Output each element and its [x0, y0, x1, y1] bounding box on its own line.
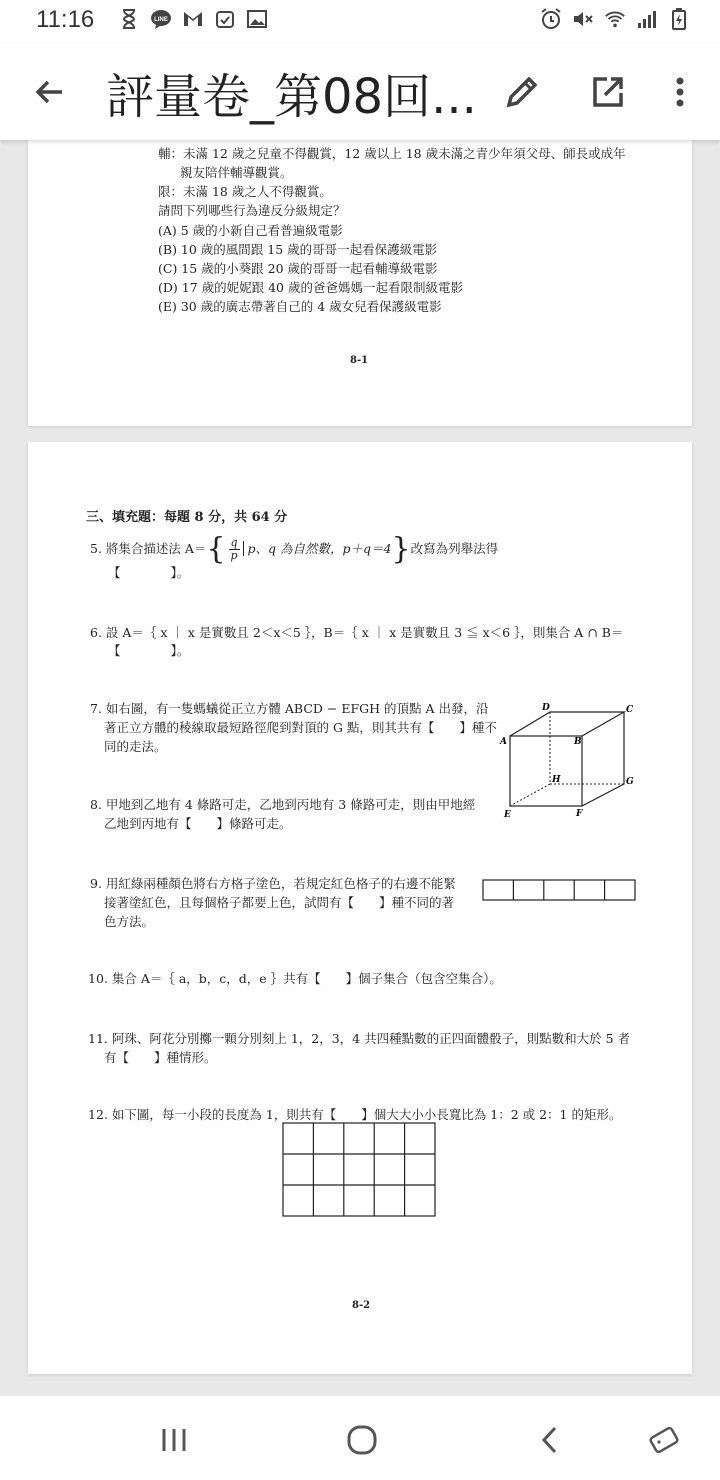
q5-suffix: 改寫為列舉法得 [410, 541, 499, 556]
vertex-g-label: G [626, 777, 634, 787]
question-8-line: 8. 甲地到乙地有 4 條路可走，乙地到丙地有 3 條路可走，則由甲地經 [90, 797, 476, 812]
more-options-button[interactable] [658, 68, 702, 116]
vertex-e-label: E [504, 810, 511, 820]
option-e: (E) 30 歲的廣志帶著自己的 4 歲女兒看保護級電影 [158, 299, 442, 314]
question-5 [90, 530, 498, 569]
notification-icons [118, 8, 268, 30]
question-12: 12. 如下圖，每一小段的長度為 1，則共有【 】個大大小小長寬比為 1：2 或 2：1 的矩形。 [88, 1107, 622, 1122]
vertex-c-label: C [626, 705, 634, 715]
wifi-icon [604, 8, 626, 30]
rating-rule-line: 親友陪伴輔導觀賞。 [180, 165, 293, 180]
nav-back-button[interactable] [526, 1416, 574, 1464]
rotate-button[interactable] [640, 1416, 688, 1464]
question-stem: 請問下列哪些行為違反分級規定？ [158, 203, 346, 218]
cube-diagram [498, 700, 648, 820]
signal-icon [636, 8, 658, 30]
document-page-2 [28, 442, 692, 1374]
question-11-line: 11. 阿珠、阿花分別擲一顆分別刻上 1，2，3，4 共四種點數的正四面體骰子，則點數和大於 5 者 [88, 1031, 631, 1046]
back-arrow-icon [34, 76, 66, 108]
document-title: 評量卷_第08回... [106, 69, 477, 125]
rotate-icon [646, 1422, 682, 1458]
alarm-icon [540, 8, 562, 30]
edit-button[interactable] [498, 68, 546, 116]
question-9-line: 9. 用紅綠兩種顏色將右方格子塗色，若規定紅色格子的右邊不能緊 [90, 876, 456, 891]
question-6: 6. 設 A＝｛ x ｜ x 是實數且 2＜x＜5 ｝，B＝｛ x ｜ x 是實數且 3 ≦ x＜6 ｝，則集合 A ∩ B＝ [90, 625, 624, 640]
fraction-numerator: q [230, 536, 238, 549]
recents-icon [159, 1427, 189, 1453]
system-nav-bar [0, 1396, 720, 1480]
q5-prefix: 5. 將集合描述法 A＝ [90, 541, 207, 556]
option-d: (D) 17 歲的妮妮跟 40 歲的爸爸媽媽一起看限制級電影 [158, 280, 463, 295]
status-time: 11:16 [36, 6, 95, 33]
battery-charging-icon [668, 8, 690, 30]
fraction [229, 537, 240, 562]
vertex-h-label: H [552, 775, 561, 785]
cube-back-edges [510, 712, 624, 806]
color-strip-diagram [482, 879, 638, 903]
vertex-b-label: B [574, 737, 582, 747]
status-bar [0, 0, 720, 44]
document-page-1 [28, 140, 692, 426]
option-a: (A) 5 歲的小新自己看普遍級電影 [158, 223, 343, 238]
question-7-line: 7. 如右圖，有一隻螞蟻從正立方體 ABCD − EFGH 的頂點 A 出發，沿 [90, 701, 489, 716]
question-10: 10. 集合 A＝｛ a，b，c，d，e ｝共有【 】個子集合（包含空集合）。 [88, 971, 502, 986]
vertex-a-label: A [500, 737, 507, 747]
gmail-icon [182, 8, 204, 30]
question-9-line: 接著塗紅色，且每個格子都要上色，試問有【 】種不同的著 [104, 895, 455, 910]
more-vert-icon [675, 76, 685, 108]
mute-icon [572, 8, 594, 30]
cube-front-face [510, 736, 582, 806]
line-app-icon [150, 8, 172, 30]
option-c: (C) 15 歲的小葵跟 20 歲的哥哥一起看輔導級電影 [158, 261, 438, 276]
system-status-icons [540, 8, 690, 30]
q6-answer-blank: 【 】。 [108, 643, 190, 658]
back-button[interactable] [26, 68, 74, 116]
question-9-line: 色方法。 [104, 914, 155, 929]
right-brace: } [391, 531, 411, 567]
option-b: (B) 10 歲的風間跟 15 歲的哥哥一起看保護級電影 [158, 242, 438, 257]
page-number: 8-2 [352, 1300, 371, 1311]
q5-condition: p、q 為自然數，p＋q＝4 [243, 541, 392, 556]
section-title: 三、填充題：每題 8 分，共 64 分 [86, 510, 288, 525]
recents-button[interactable] [150, 1416, 198, 1464]
open-in-app-button[interactable] [584, 68, 632, 116]
rating-rule-line: 輔：未滿 12 歲之兒童不得觀賞，12 歲以上 18 歲未滿之青少年須父母、師長或成年 [158, 146, 626, 161]
question-7-line: 同的走法。 [104, 739, 167, 754]
question-8-line: 乙地到丙地有【 】條路可走。 [104, 816, 292, 831]
hourglass-icon [118, 8, 140, 30]
vertex-d-label: D [542, 703, 550, 713]
page-number: 8-1 [350, 355, 369, 366]
image-icon [246, 8, 268, 30]
rectangle-grid-diagram [282, 1122, 438, 1218]
q5-answer-blank: 【 】。 [108, 565, 190, 580]
left-brace: { [206, 531, 226, 567]
home-button[interactable] [338, 1416, 386, 1464]
pencil-icon [505, 75, 539, 109]
question-7-line: 著正立方體的稜線取最短路徑爬到對頂的 G 點，則其共有【 】種不 [104, 720, 497, 735]
open-external-icon [591, 75, 625, 109]
app-bar [0, 44, 720, 140]
rating-rule-line: 限：未滿 18 歲之人不得觀賞。 [158, 184, 332, 199]
svg-text:LINE: LINE [154, 17, 168, 23]
vertex-f-label: F [576, 809, 583, 819]
home-icon [346, 1424, 378, 1456]
calendar-icon [214, 8, 236, 30]
fraction-denominator: p [230, 549, 238, 562]
question-11-line: 有【 】種情形。 [104, 1050, 217, 1065]
back-icon [539, 1425, 561, 1455]
